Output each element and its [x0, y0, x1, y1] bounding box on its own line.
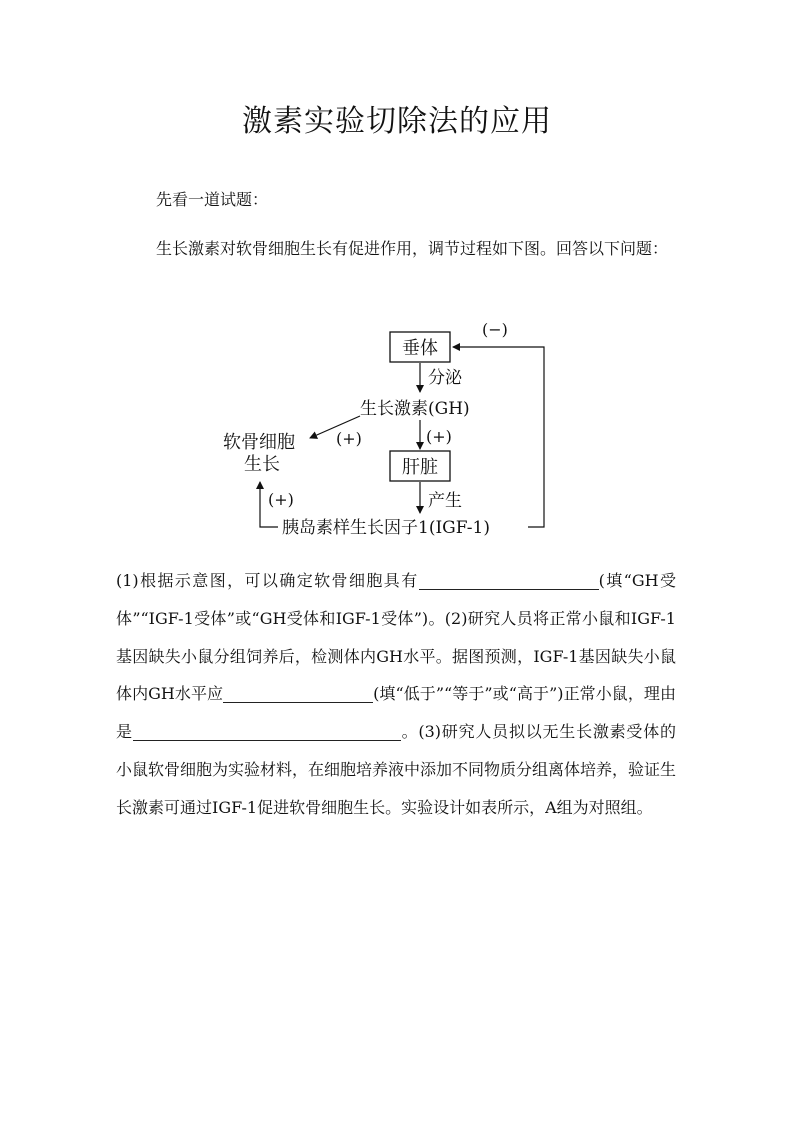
cartilage-label-line2: 生长	[244, 454, 280, 475]
secrete-label: 分泌	[428, 368, 462, 388]
q2-text-c: 。(3)研究人员拟以无生长激素受体的小鼠软骨细胞为实验材料，在细胞培养液中添加不同物质分组离体培养，验证生长激素可通过IGF-1促进软骨细胞生长。实验设计如表所示，A组为对照组。	[116, 722, 677, 817]
gh-label: 生长激素(GH)	[360, 399, 470, 419]
plus-label-igf-cartilage: (+)	[268, 490, 294, 509]
igf-label: 胰岛素样生长因子1(IGF-1)	[282, 518, 490, 538]
question-stem: 生长激素对软骨细胞生长有促进作用，调节过程如下图。回答以下问题：	[156, 239, 669, 258]
answer-blank-1[interactable]	[419, 569, 599, 590]
negative-feedback-arrow	[453, 347, 544, 527]
pituitary-label: 垂体	[402, 338, 438, 359]
answer-blank-2[interactable]	[223, 682, 373, 703]
q2-text-b: (填“低于”“等于”或“高于”)正常小鼠，理由是	[116, 684, 676, 742]
questions-paragraph	[116, 562, 676, 827]
q1-text-b: (填“GH受体”“IGF-1受体”或“GH受体和IGF-1受体”)。(2)研究人员将正常小鼠和IGF-1基因缺失小鼠分组饲养后，检测体内GH水平。据图预测，IGF-1基因缺失小鼠体内GH水平应	[116, 571, 676, 704]
plus-label-gh-cartilage: (+)	[336, 429, 362, 448]
liver-label: 肝脏	[402, 457, 438, 478]
plus-label-gh-liver: (+)	[426, 427, 452, 446]
minus-label: (−)	[482, 320, 508, 339]
answer-blank-3[interactable]	[133, 720, 401, 741]
q1-text-a: (1)根据示意图，可以确定软骨细胞具有	[116, 571, 419, 590]
page-title: 激素实验切除法的应用	[242, 104, 552, 139]
cartilage-label-line1: 软骨细胞	[223, 432, 295, 453]
regulation-diagram	[200, 310, 570, 540]
intro-paragraph: 先看一道试题：	[156, 190, 269, 209]
produce-label: 产生	[428, 491, 462, 511]
